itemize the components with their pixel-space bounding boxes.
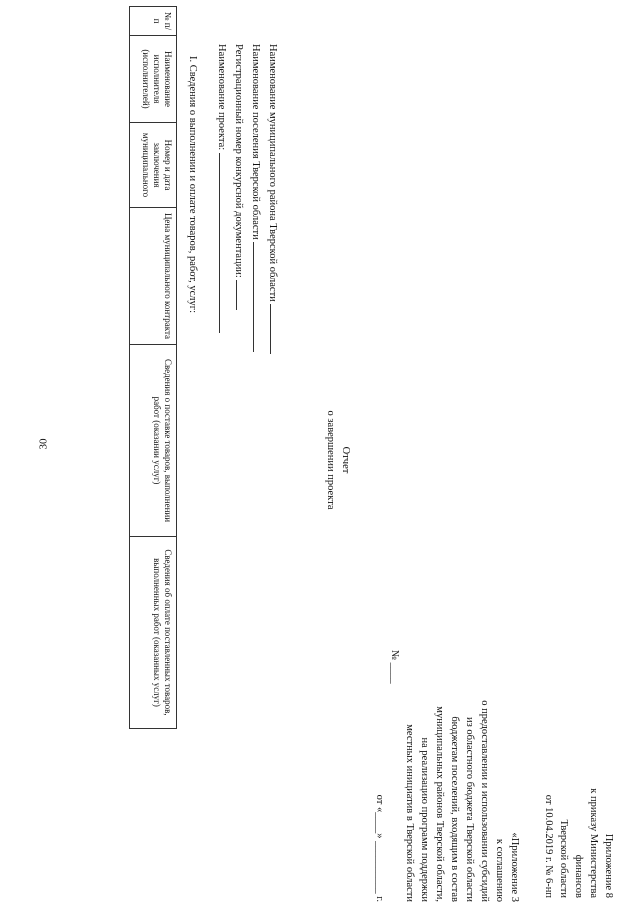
field-underline <box>270 304 282 354</box>
header-cell-delivery-info: Сведения о поставке товаров, выполнении работ (оказании услуг) <box>130 345 177 537</box>
header-cell-number: № п/п <box>130 7 177 36</box>
header-cell-contract-price: Цена муниципального контракта <box>130 208 177 345</box>
field-district: Наименование муниципального района Тверской области <box>265 44 282 544</box>
annex-line: от 10.04.2019 г. № 6-нп <box>543 794 554 898</box>
annex3-line: к соглашению <box>494 838 505 902</box>
annex3-line: № ____ <box>389 650 400 684</box>
annex-line: Приложение 8 <box>603 833 614 898</box>
project-fields <box>214 44 282 544</box>
annex3-line: муниципальных районов Тверской области, <box>434 706 445 902</box>
page-number: 30 <box>37 438 50 450</box>
header-cell-contract-date: Номер и дата заключения муниципального <box>130 123 177 208</box>
field-underline <box>253 242 265 352</box>
annex3-line: из областного бюджета Тверской области <box>464 717 475 902</box>
annex-line: Тверской области <box>558 819 569 898</box>
field-underline <box>219 153 231 333</box>
annex3-header <box>372 620 522 902</box>
report-title <box>323 360 353 560</box>
annex3-line: бюджетам поселений, входящим в состав <box>449 716 460 902</box>
field-registration-number: Регистрационный номер конкурсной документации: <box>231 44 248 544</box>
header-cell-payment-info: Сведения об оплате поставленных товаров, выполненных работ (оказанных услуг) <box>130 537 177 729</box>
field-settlement: Наименование поселения Тверской области <box>248 44 265 544</box>
annex3-line: «Приложение 3 <box>509 832 520 902</box>
title-line-2: о завершении проекта <box>325 410 336 510</box>
table-header-row <box>130 7 177 729</box>
field-project-name: Наименование проекта: <box>214 44 231 544</box>
field-underline <box>236 280 248 310</box>
services-table <box>129 6 177 729</box>
section-title: I. Сведения о выполнении и оплате товаров, работ, услуг: <box>187 56 198 314</box>
annex3-line: местных инициатив в Тверской области <box>404 724 415 902</box>
annex3-line: о предоставлении и использовании субсидий <box>479 700 490 902</box>
annex-line: к приказу Министерства финансов <box>573 788 599 898</box>
header-cell-executor: Наименование исполнителя (исполнителей) <box>130 36 177 123</box>
annex3-line: от «____» __________ г. <box>374 794 385 902</box>
annex3-line: на реализацию программ поддержки <box>419 737 430 902</box>
annex-header <box>541 748 616 898</box>
title-line-1: Отчет <box>340 446 351 474</box>
